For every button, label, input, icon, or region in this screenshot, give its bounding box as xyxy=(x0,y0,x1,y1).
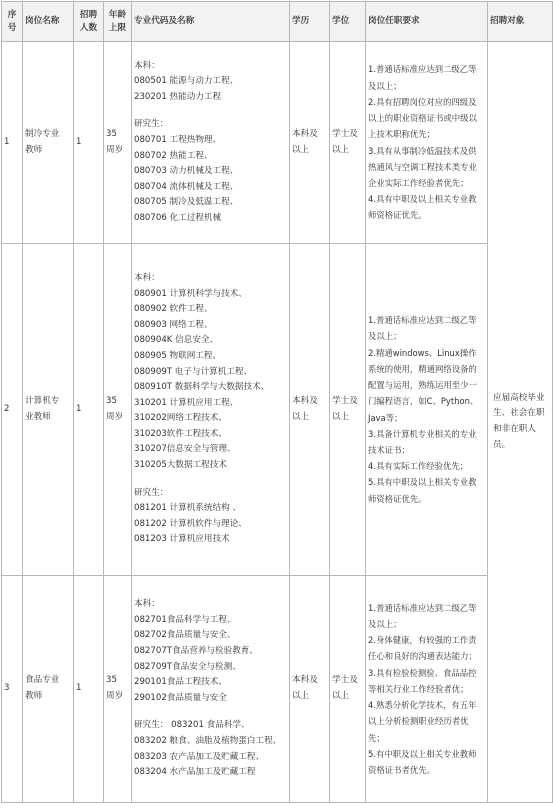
header-position-name: 岗位名称 xyxy=(23,2,74,42)
row-headcount: 1 xyxy=(74,244,104,576)
row-headcount: 1 xyxy=(74,576,104,803)
header-degree: 学位 xyxy=(330,2,366,42)
table-header-row xyxy=(2,2,553,42)
row-age-limit: 35 周岁 xyxy=(104,42,132,244)
row-seq: 3 xyxy=(2,576,23,803)
row-majors: 本科： 082701食品科学与工程、 082702食品质量与安全、 082707T食品营养与检验教育、 082709T食品安全与检测、 290101食品工程技术、 290102食品质量与安全 研究生： 083201 食品科学、 083202 粮食、油脂及植物蛋白工程、 083203 农产品加工及贮藏工程、 083204 水产品加工及贮藏工程 xyxy=(132,576,290,803)
table-row xyxy=(2,42,553,244)
header-major: 专业代码及名称 xyxy=(132,2,290,42)
row-requirements: 1.普通话标准应达到二级乙等 及以上； 2.身体健康，有较强的工作责 任心和良好的沟通表达能力； 3.具有检验检测验、食品品控 等相关行业工作经验者优； 4.熟悉分析化学技术，有五年 以上分析检测职业经历者优先； 5.有中职及以上相关专业教师 资格证书者优先。 xyxy=(366,576,488,803)
row-education: 本科及 以上 xyxy=(290,576,330,803)
row-degree: 学士及 以上 xyxy=(330,244,366,576)
row-majors: 本科： 080901 计算机科学与技术、 080902 软件工程、 080903 网络工程、 080904K 信息安全、 080905 物联网工程、 080909T 电子与计算机工程、 080910T 数据科学与大数据技术、 310201 计算机应用工程、 310202网络工程技术、 310203软件工程技术、 310207信息安全与管理、 310205大数据工程技术 研究生： 081201 计算机系统结构 、 081202 计算机软件与理论、 081203 计算机应用技术 xyxy=(132,244,290,576)
row-position-name: 计算机专 业教师 xyxy=(23,244,74,576)
table-row xyxy=(2,576,553,803)
row-age-limit: 35 周岁 xyxy=(104,576,132,803)
row-degree: 学士及 以上 xyxy=(330,42,366,244)
table-row xyxy=(2,244,553,576)
row-position-name: 制冷专业 教师 xyxy=(23,42,74,244)
row-education: 本科及 以上 xyxy=(290,42,330,244)
header-target: 招聘对象 xyxy=(488,2,553,42)
header-headcount: 招聘 人数 xyxy=(74,2,104,42)
row-education: 本科及 以上 xyxy=(290,244,330,576)
header-age-limit: 年龄 上限 xyxy=(104,2,132,42)
row-majors: 本科： 080501 能源与动力工程、 230201 热能动力工程 研究生： 080701 工程热物理、 080702 热能工程、 080703 动力机械及工程、 080704 流体机械及工程、 080705 制冷及低温工程、 080706 化工过程机械 xyxy=(132,42,290,244)
header-education: 学历 xyxy=(290,2,330,42)
row-target: 应届高校毕业 生、社会在职 和非在职人 员。 xyxy=(488,42,553,803)
recruitment-table xyxy=(1,1,553,803)
row-degree: 学士及 以上 xyxy=(330,576,366,803)
row-position-name: 食品专业 教师 xyxy=(23,576,74,803)
header-seq: 序 号 xyxy=(2,2,23,42)
header-requirements: 岗位任职要求 xyxy=(366,2,488,42)
row-requirements: 1.普通话标准应达到二级乙等 及以上； 2.具有招聘岗位对应的四级及 以上的职业资格证书或中级以 上技术职称优先； 3.具有从事制冷低温技术及供 热通风与空调工程技术类专业 企业实际工作经验者优先； 4.具有中职及以上相关专业教 师资格证优先。 xyxy=(366,42,488,244)
row-seq: 1 xyxy=(2,42,23,244)
row-seq: 2 xyxy=(2,244,23,576)
row-requirements: 1.普通话标准应达到二级乙等 及以上； 2.精通windows、Linux操作 系统的使用，精通网络设备的 配置与运用，熟练运用至少一 门编程语言，如C、Python、 Java等； 3.具备计算机专业相关的专业 技术证书； 4.具有实际工作经验优先； 5.具有中职及以上相关专业教 师资格证优先。 xyxy=(366,244,488,576)
row-headcount: 1 xyxy=(74,42,104,244)
row-age-limit: 35 周岁 xyxy=(104,244,132,576)
